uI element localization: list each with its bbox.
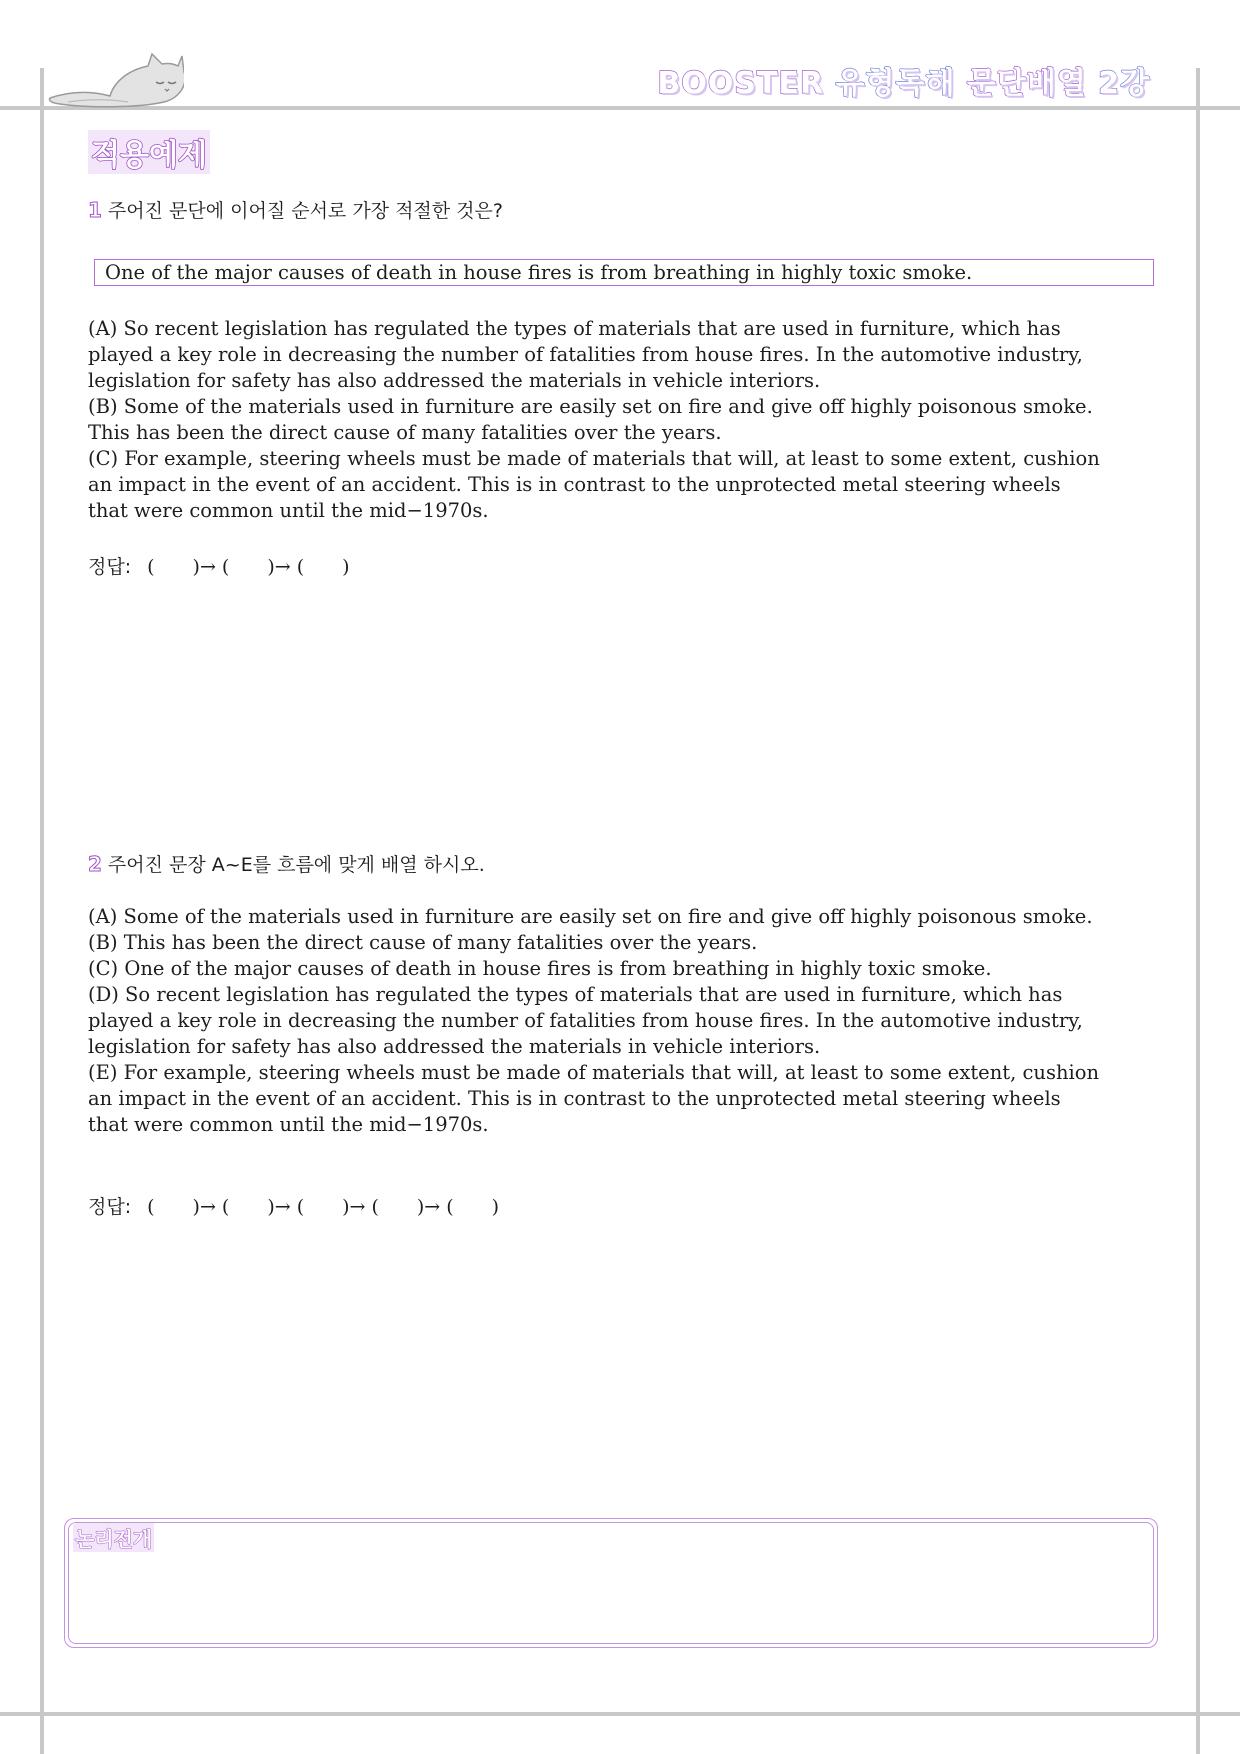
question-1-prompt <box>88 196 503 223</box>
header-title-lesson: 2강 <box>1098 66 1150 101</box>
sentence-e: that were common until the mid−1970s. <box>88 1113 489 1136</box>
logic-flow-box-inner <box>68 1522 1154 1644</box>
sentence-b: (B) This has been the direct cause of many fatalities over the years. <box>88 931 758 954</box>
sentence-d: (D) So recent legislation has regulated the types of materials that are used in furniture, which has <box>88 983 1063 1006</box>
header-title <box>657 58 1150 102</box>
logic-flow-box[interactable] <box>64 1518 1158 1648</box>
question-1-given-box: One of the major causes of death in house fires is from breathing in highly toxic smoke. <box>94 259 1154 286</box>
passage-line: that were common until the mid−1970s. <box>88 499 489 522</box>
question-2-text: 주어진 문장 A~E를 흐름에 맞게 배열 하시오. <box>107 854 485 876</box>
sentence-d: played a key role in decreasing the number of fatalities from house fires. In the automotive industry, <box>88 1009 1083 1032</box>
header-title-topic: 문단배열 <box>966 66 1087 101</box>
header-rule <box>0 106 1240 110</box>
answer-slots[interactable]: ( )→ ( )→ ( ) <box>147 556 350 578</box>
frame-right-line <box>1196 68 1200 1754</box>
question-2-sentences <box>88 904 1158 1138</box>
sentence-d: legislation for safety has also addressed the materials in vehicle interiors. <box>88 1035 821 1058</box>
sentence-a: (A) Some of the materials used in furniture are easily set on fire and give off highly poisonous smoke. <box>88 905 1093 928</box>
question-1-passage <box>88 316 1158 524</box>
frame-left-line <box>40 68 44 1754</box>
answer-slots[interactable]: ( )→ ( )→ ( )→ ( )→ ( ) <box>147 1196 500 1218</box>
passage-line: (C) For example, steering wheels must be made of materials that will, at least to some extent, cushion <box>88 447 1100 470</box>
answer-label: 정답: <box>88 556 132 578</box>
sentence-e: an impact in the event of an accident. This is in contrast to the unprotected metal steering wheels <box>88 1087 1061 1110</box>
passage-line: This has been the direct cause of many fatalities over the years. <box>88 421 722 444</box>
passage-line: (A) So recent legislation has regulated the types of materials that are used in furniture, which has <box>88 317 1061 340</box>
passage-line: played a key role in decreasing the number of fatalities from house fires. In the automotive industry, <box>88 343 1083 366</box>
passage-line: (B) Some of the materials used in furniture are easily set on fire and give off highly poisonous smoke. <box>88 395 1093 418</box>
question-1-number: 1 <box>88 198 102 222</box>
section-title: 적용예제 <box>88 130 210 174</box>
header-title-brand: BOOSTER <box>657 66 824 101</box>
sentence-e: (E) For example, steering wheels must be made of materials that will, at least to some extent, cushion <box>88 1061 1100 1084</box>
question-2-number: 2 <box>88 852 102 876</box>
passage-line: an impact in the event of an accident. This is in contrast to the unprotected metal steering wheels <box>88 473 1061 496</box>
question-2-prompt <box>88 850 485 877</box>
sentence-c: (C) One of the major causes of death in house fires is from breathing in highly toxic smoke. <box>88 957 992 980</box>
answer-label: 정답: <box>88 1196 132 1218</box>
header-title-type: 유형독해 <box>835 66 956 101</box>
sleeping-cat-icon <box>48 52 184 110</box>
question-2-answer <box>88 1192 499 1219</box>
question-1-text: 주어진 문단에 이어질 순서로 가장 적절한 것은? <box>107 200 503 222</box>
logic-flow-title: 논리전개 <box>73 1523 154 1552</box>
footer-rule <box>0 1712 1240 1716</box>
question-1-answer <box>88 552 350 579</box>
passage-line: legislation for safety has also addressed the materials in vehicle interiors. <box>88 369 821 392</box>
